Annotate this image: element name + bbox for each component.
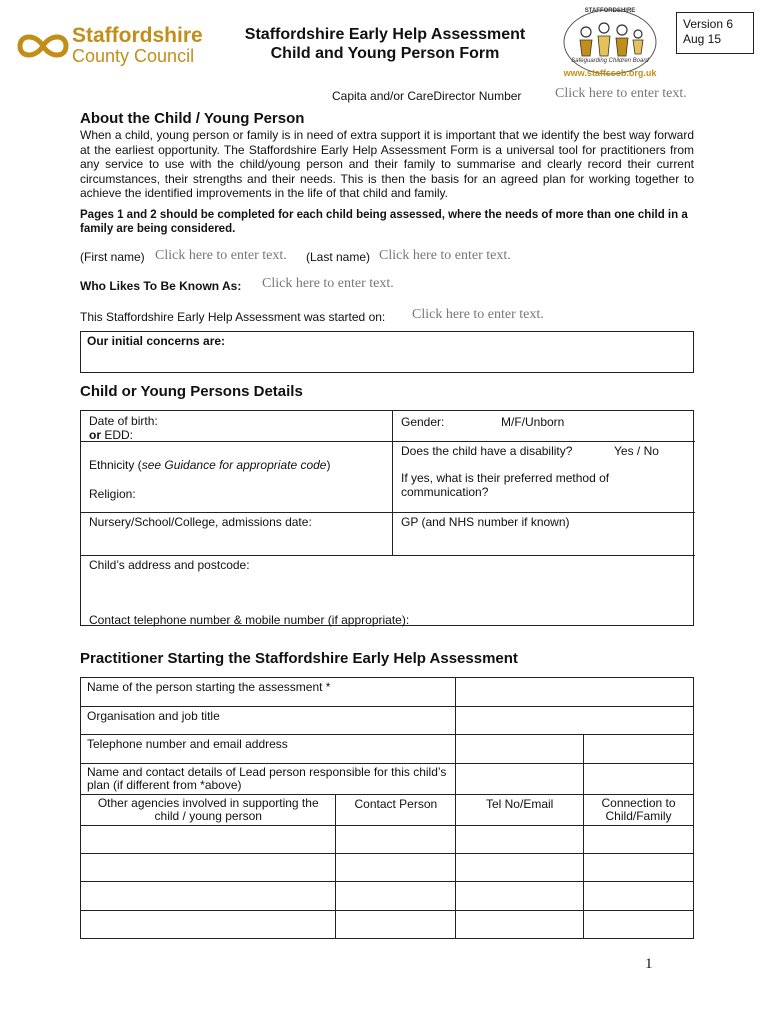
agency-cell[interactable]	[81, 882, 336, 911]
ethnicity-guidance: see Guidance for appropriate code	[141, 458, 327, 472]
email-row-value[interactable]	[584, 735, 694, 764]
lead-row-extra[interactable]	[584, 764, 694, 795]
capita-input[interactable]: Click here to enter text.	[555, 86, 687, 101]
initial-concerns-label: Our initial concerns are:	[87, 334, 226, 348]
dob-label: Date of birth:	[89, 414, 158, 428]
agency-cell[interactable]	[81, 826, 336, 854]
connection-cell[interactable]	[584, 854, 694, 882]
council-name-line2: County Council	[72, 46, 195, 66]
edd-line	[89, 428, 158, 442]
col-contact-header: Contact Person	[336, 795, 456, 826]
tel-row-value[interactable]	[456, 735, 584, 764]
col-agencies-header: Other agencies involved in supporting the child / young person	[81, 795, 336, 826]
name-row-label: Name of the person starting the assessment *	[81, 678, 456, 707]
first-name-input[interactable]: Click here to enter text.	[155, 248, 287, 263]
name-row-value[interactable]	[456, 678, 694, 707]
practitioner-heading: Practitioner Starting the Staffordshire Early Help Assessment	[80, 650, 518, 667]
page-number: 1	[645, 956, 653, 972]
tel-cell[interactable]	[456, 882, 584, 911]
first-name-label: (First name)	[80, 250, 145, 264]
started-on-label: This Staffordshire Early Help Assessment was started on:	[80, 310, 386, 324]
council-logo	[14, 24, 204, 68]
table-row	[81, 882, 694, 911]
pages-note: Pages 1 and 2 should be completed for each child being assessed, where the needs of more than one child in a family are being considered.	[80, 209, 688, 235]
about-intro: When a child, young person or family is in need of extra support it is important that we identify the best way forward at the earliest opportunity. The Staffordshire Early Help Assessment Form is a universal tool for practitioners from any service to use with the child/young person and their family to summarise and clearly record their current circumstances, their strengths and their needs. This is then the basis for an agreed plan for working together to achieve the identified improvements in the life of that child and family.	[80, 128, 694, 200]
agency-cell[interactable]	[81, 911, 336, 939]
details-box	[80, 410, 694, 626]
safeguarding-board-logo	[558, 4, 662, 88]
edd-label: EDD:	[104, 428, 134, 442]
initial-concerns-box[interactable]	[80, 331, 694, 373]
contact-cell[interactable]	[336, 911, 456, 939]
contact-phone-field[interactable]: Contact telephone number & mobile number (if appropriate):	[89, 613, 410, 627]
last-name-label: (Last name)	[306, 250, 371, 264]
col-connection-header: Connection to Child/Family	[584, 795, 694, 826]
board-logo-url[interactable]: www.staffsscb.org.uk	[563, 68, 657, 78]
gender-label[interactable]: Gender:	[401, 415, 445, 429]
form-title-line1: Staffordshire Early Help Assessment	[244, 26, 526, 43]
org-row-label: Organisation and job title	[81, 707, 456, 735]
last-name-input[interactable]: Click here to enter text.	[379, 248, 511, 263]
version-date: Aug 15	[683, 32, 722, 46]
council-name-line1: Staffordshire	[72, 24, 203, 47]
table-row	[81, 854, 694, 882]
capita-label: Capita and/or CareDirector Number	[332, 89, 522, 103]
connection-cell[interactable]	[584, 882, 694, 911]
known-as-input[interactable]: Click here to enter text.	[262, 276, 394, 291]
lead-row-label: Name and contact details of Lead person responsible for this child’s plan (if different from *above)	[81, 764, 456, 795]
tel-row-label: Telephone number and email address	[81, 735, 456, 764]
about-heading: About the Child / Young Person	[80, 110, 305, 127]
gp-field[interactable]: GP (and NHS number if known)	[401, 515, 570, 529]
table-row	[81, 826, 694, 854]
board-logo-top: STAFFORDSHIRE	[584, 8, 636, 14]
ethnicity-suffix: )	[326, 458, 331, 472]
version-box	[676, 12, 754, 54]
ethnicity-prefix: Ethnicity (	[89, 458, 142, 472]
religion-label[interactable]: Religion:	[89, 487, 136, 501]
disability-question: Does the child have a disability?	[401, 444, 573, 458]
contact-cell[interactable]	[336, 826, 456, 854]
known-as-label: Who Likes To Be Known As:	[80, 279, 242, 293]
contact-cell[interactable]	[336, 854, 456, 882]
lead-row-value[interactable]	[456, 764, 584, 795]
details-heading: Child or Young Persons Details	[80, 383, 303, 400]
started-on-input[interactable]: Click here to enter text.	[412, 307, 544, 322]
edd-or: or	[89, 428, 101, 442]
col-tel-header: Tel No/Email	[456, 795, 584, 826]
form-title-line2: Child and Young Person Form	[270, 45, 500, 62]
address-field[interactable]: Child’s address and postcode:	[89, 558, 250, 572]
dob-field[interactable]	[89, 414, 158, 442]
staffordshire-knot-icon	[14, 26, 72, 66]
gender-options[interactable]: M/F/Unborn	[501, 415, 565, 429]
org-row-value[interactable]	[456, 707, 694, 735]
agency-cell[interactable]	[81, 854, 336, 882]
communication-method[interactable]: If yes, what is their preferred method of communication?	[401, 471, 610, 499]
tel-cell[interactable]	[456, 911, 584, 939]
practitioner-table	[80, 677, 694, 939]
connection-cell[interactable]	[584, 826, 694, 854]
contact-cell[interactable]	[336, 882, 456, 911]
tel-cell[interactable]	[456, 826, 584, 854]
ethnicity-field[interactable]	[89, 458, 330, 472]
connection-cell[interactable]	[584, 911, 694, 939]
table-row	[81, 911, 694, 939]
tel-cell[interactable]	[456, 854, 584, 882]
version-number: Version 6	[683, 17, 734, 31]
board-logo-sub: Safeguarding Children Board	[571, 58, 649, 64]
nursery-school-field[interactable]: Nursery/School/College, admissions date:	[89, 515, 312, 529]
disability-options[interactable]: Yes / No	[614, 444, 659, 458]
